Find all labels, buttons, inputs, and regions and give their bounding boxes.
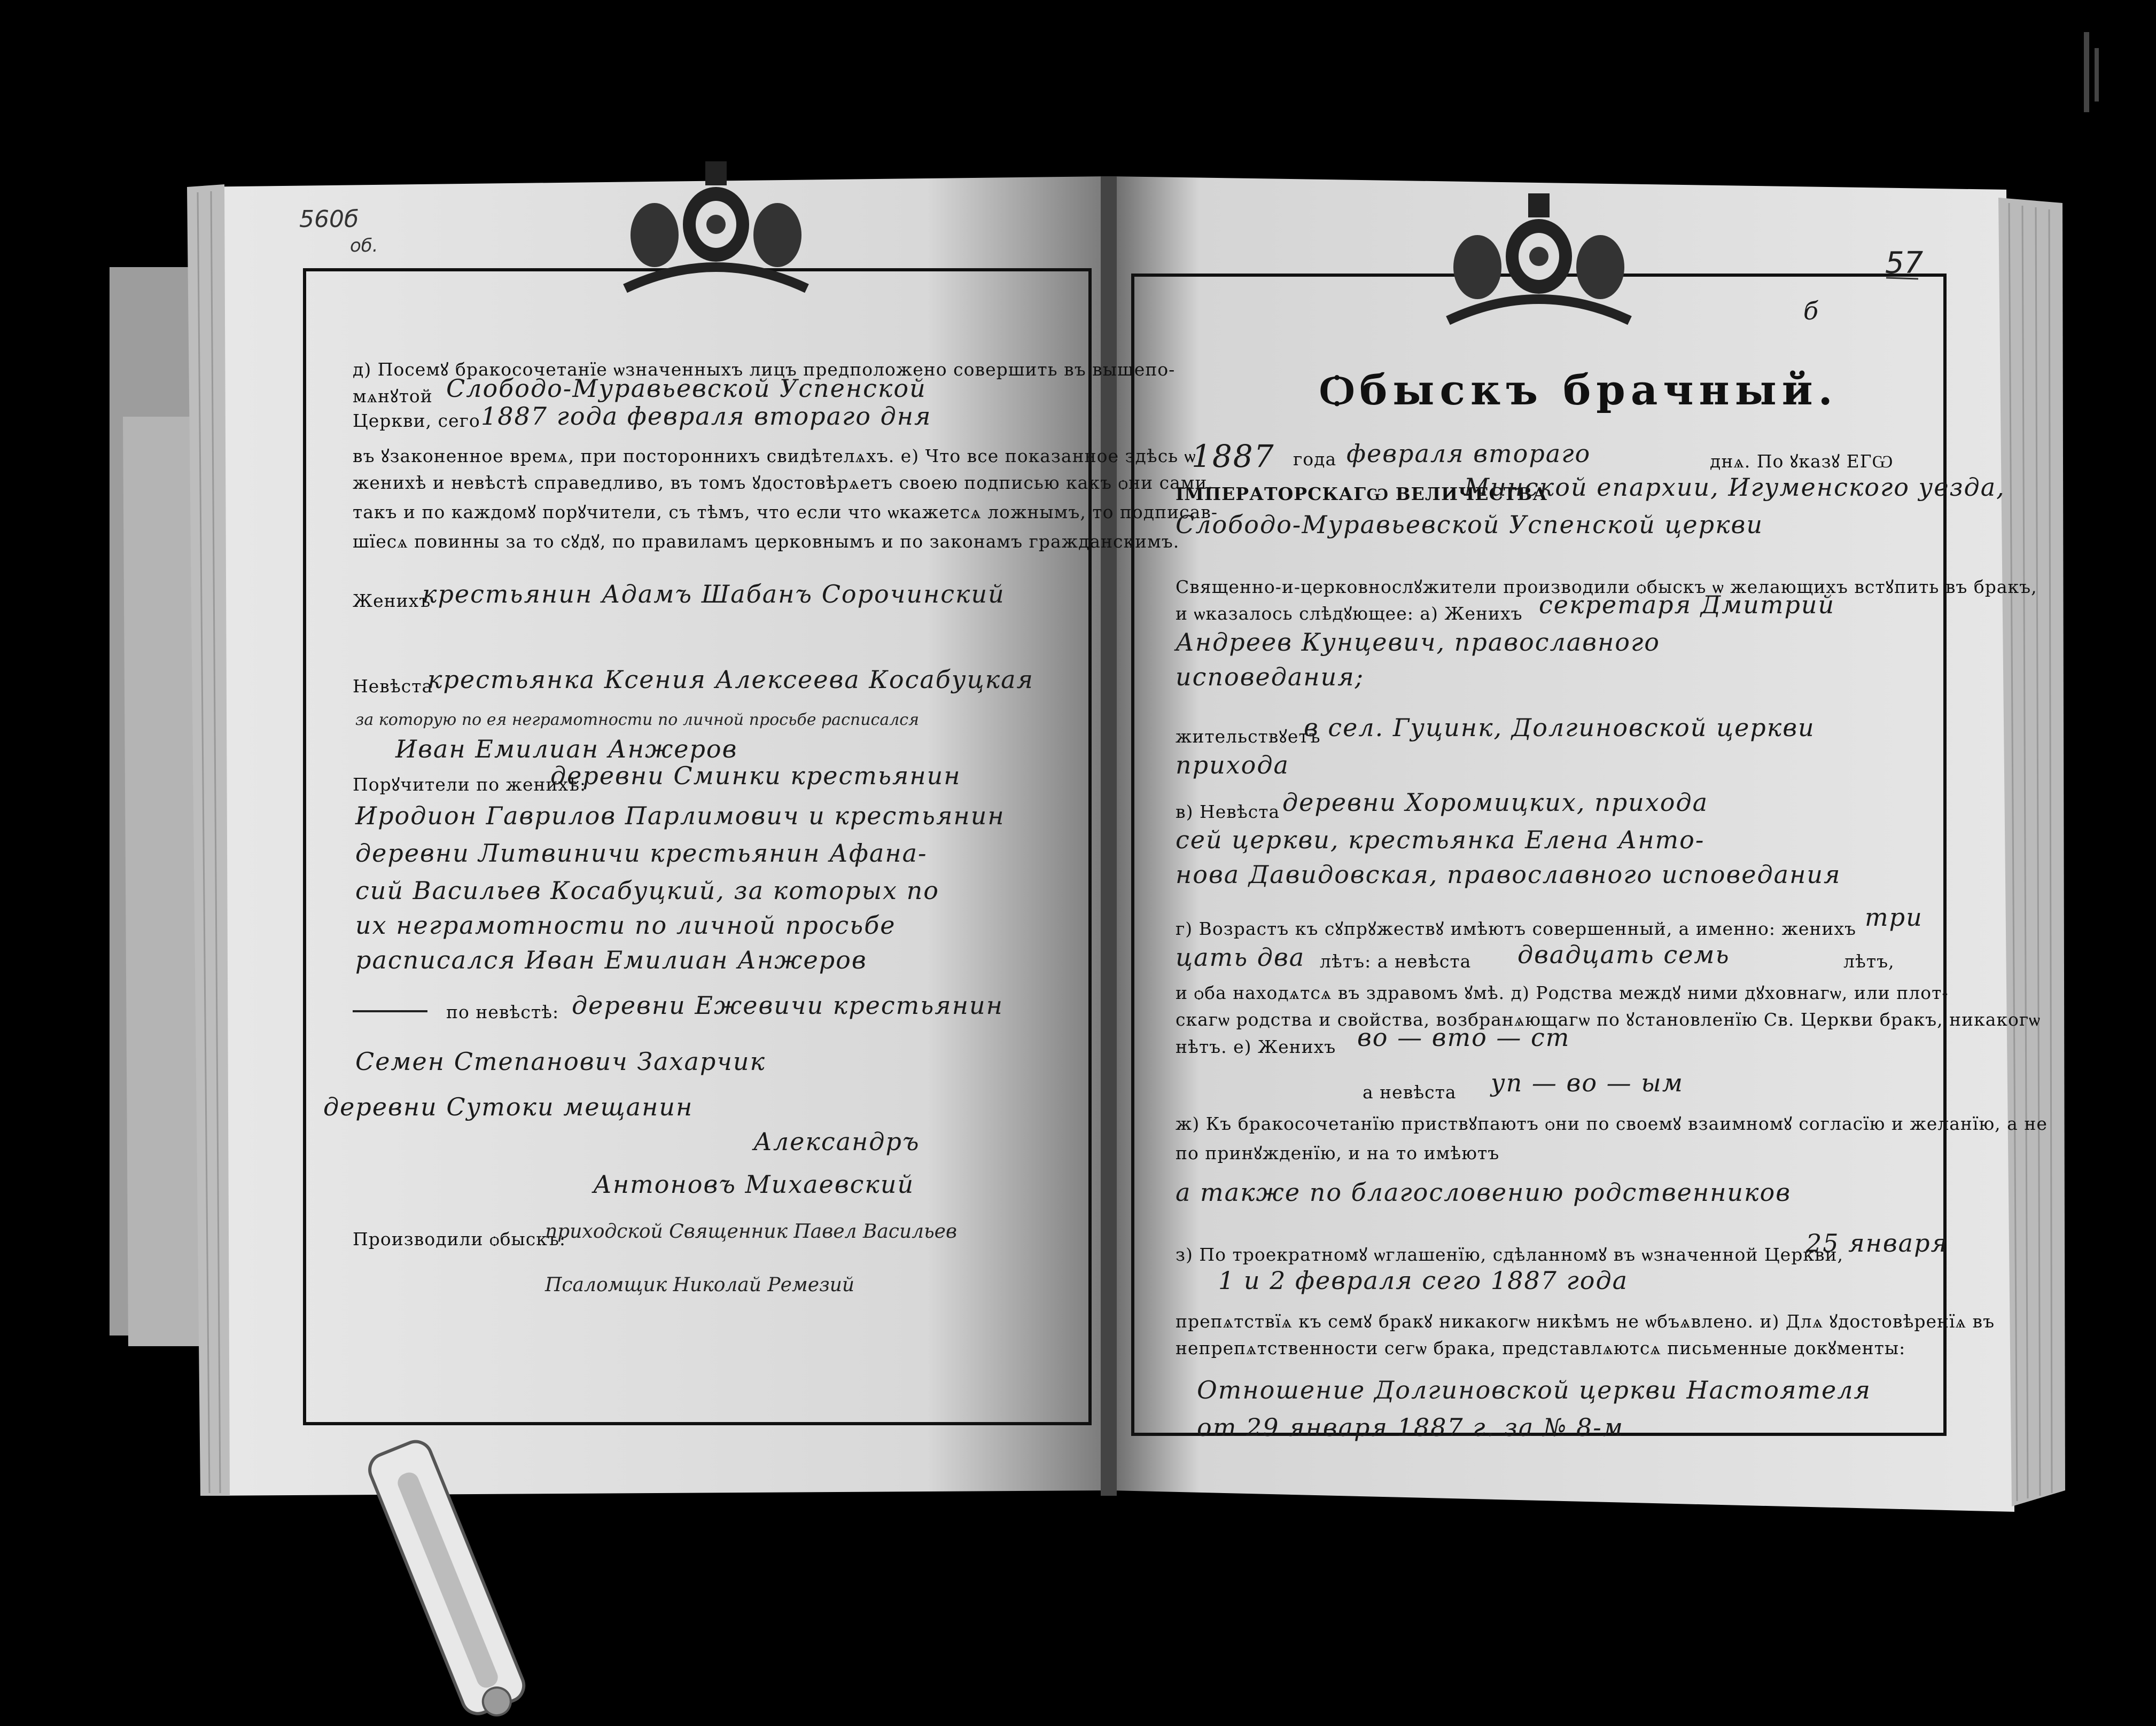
handwritten-bride-witness: Семен Степанович Захарчик [355,1047,766,1076]
handwritten-bride: нова Давидовская, православного исповедания [1176,860,1841,889]
printed-line: Священно-и-церковнослꙋжители производили ѻбыскъ ѡ желающихъ встꙋпить въ бракъ, [1176,576,2037,597]
edge-mark [2084,32,2089,112]
printed-line: лѣтъ, [1843,951,1895,972]
handwritten-age-bride: двадцать семь [1517,940,1730,969]
handwritten-groom: Андреев Кунцевич, православного [1176,628,1660,657]
printed-line: Церкви, сего [353,410,480,431]
printed-line: ж) Къ бракосочетанїю приствꙋпаютъ ѻни по своемꙋ взаимномꙋ согласїю и желанїю, а не [1176,1113,2048,1134]
label-groom: Женихъ [353,590,431,611]
handwritten-banns: 25 января [1806,1229,1949,1258]
handwritten-church: Слободо-Муравьевской Успенской церкви [1176,510,1763,539]
handwritten-age-groom: три [1865,903,1923,932]
handwritten-groom-witness: деревни Сминки крестьянин [550,761,961,790]
printed-line: женихѣ и невѣстѣ справедливо, въ томъ ꙋдостовѣрѧетъ своею подписью какъ ѻни сами, [353,472,1213,493]
printed-line: и ѻба находѧтсѧ въ здравомъ ꙋмѣ. д) Родства междꙋ ними дꙋховнагѡ, или плот- [1176,982,1949,1003]
handwritten-bride-witness: Александръ [753,1127,920,1156]
page-number: 57 [1885,246,1924,280]
label-bride: Невѣста [353,676,433,697]
printed-line: г) Возрастъ къ сꙋпрꙋжествꙋ имѣютъ совершенный, а именно: женихъ [1176,918,1856,939]
handwritten-consent: а также по благословению родственников [1176,1178,1791,1207]
printed-line: лѣтъ: а невѣста [1320,951,1472,972]
handwritten-documents: от 29 января 1887 г. за № 8-м [1197,1413,1624,1442]
handwritten-age-groom: цать два [1176,943,1305,972]
handwritten-bride-signer: Иван Емилиан Анжеров [395,735,738,763]
handwritten-district: Минской епархии, Игуменского уезда, [1464,473,2005,502]
printed-line: года [1293,449,1337,470]
handwritten-documents: Отношение Долгиновской церкви Настоятеля [1197,1376,1872,1404]
handwritten-groom-witness: деревни Литвиничи крестьянин Афана- [355,839,928,868]
printed-line: шїесѧ повинны за то сꙋдꙋ, по правиламъ церковнымъ и по законамъ гражданскимъ. [353,531,1180,552]
handwritten-bride-witness: деревни Ежевичи крестьянин [572,991,1003,1020]
handwritten-groom-witness: их неграмотности по личной просьбе [355,911,896,940]
printed-line: а невѣста [1363,1082,1457,1103]
printed-line: такъ и по каждомꙋ порꙋчители, съ тѣмъ, что если что ѡкажетсѧ ложнымъ, то подписав- [353,502,1218,522]
handwritten-residence: в сел. Гуцинк, Долгиновской церкви [1304,713,1815,742]
handwritten-groom: секретаря Дмитрий [1539,590,1835,619]
label-bride-witnesses: по невѣстѣ: [446,1002,559,1022]
archive-stamp-sub: об. [350,235,378,256]
handwritten-date: 1887 года февраля втораго дня [481,402,932,431]
handwritten-bride: крестьянка Ксения Алексеева Косабуцкая [427,665,1034,694]
printed-line: мѧнꙋтой [353,386,433,407]
handwritten-bride-witness: Антоновъ Михаевский [593,1170,915,1199]
handwritten-residence: прихода [1176,751,1289,779]
handwritten-clergy: Псаломщик Николай Ремезий [545,1274,855,1296]
handwritten-banns: 1 и 2 февраля сего 1887 года [1218,1266,1629,1295]
printed-line: д) Посемꙋ бракосочетанїе ѡзначенныхъ лицъ предположено совершить въ вышепо- [353,359,1176,380]
right-page-mark: б [1803,296,1820,325]
printed-line: и ѡказалось слѣдꙋющее: а) Женихъ [1176,603,1523,624]
handwritten-bride-note: за которую по ея неграмотности по личной просьбе расписался [355,710,919,729]
printed-line: з) По троекратномꙋ ѡглашенїю, сдѣланномꙋ въ ѡзначенной Церкви, [1176,1244,1844,1265]
handwritten-groom-witness: сий Васильев Косабуцкий, за которых по [355,876,939,905]
printed-line: непрепѧтственности сегѡ брака, представлѧютсѧ письменные докꙋменты: [1176,1338,1906,1358]
printed-line: по принꙋжденїю, и на то имѣютъ [1176,1143,1500,1163]
printed-line: ІМПЕРАТОРСКАГѠ ВЕЛИЧЕСТВА [1176,483,1548,504]
archive-stamp-number: 560б [299,206,359,233]
handwritten-bride: сей церкви, крестьянка Елена Анто- [1176,825,1705,854]
printed-line: жительствꙋетъ [1176,726,1321,747]
handwritten-groom: крестьянин Адамъ Шабанъ Сорочинский [422,580,1005,608]
printed-line: в) Невѣста [1176,801,1280,822]
handwritten-groom-witness: Иродион Гаврилов Парлимович и крестьянин [355,801,1005,830]
printed-line: днѧ. По ꙋказꙋ ЕГѠ [1710,451,1894,472]
handwritten-bride-witness: деревни Сутоки мещанин [323,1092,694,1121]
handwritten-groom: исповедания; [1176,662,1365,691]
printed-line: въ ꙋзаконенное времѧ, при постороннихъ свидѣтелѧхъ. е) Что все показанное здѣсь ѡ [353,446,1196,466]
printed-line: препѧтствїѧ къ семꙋ бракꙋ никакогѡ никѣмъ не ѡбъѧвлено. и) Длѧ ꙋдостовѣренїѧ въ [1176,1311,1995,1332]
page-title: Ѻбыскъ брачный. [1320,366,1838,415]
handwritten-year: 1887 [1192,438,1275,474]
handwritten-church-place: Слободо-Муравьевской Успенской [446,374,927,403]
handwritten-groom-witness: расписался Иван Емилиан Анжеров [355,946,867,974]
handwritten-month-day: февраля втораго [1346,439,1591,468]
printed-line: скагѡ родства и свойства, возбранѧющагѡ по ꙋстановленїю Св. Церкви бракъ, никакогѡ [1176,1009,2041,1030]
handwritten-bride: деревни Хоромицких, прихода [1282,788,1709,817]
label-conducted-by: Производили ѻбыскъ: [353,1229,566,1249]
handwritten-groom-married: во — вто — ст [1357,1023,1570,1052]
handwritten-clergy: приходской Священник Павел Васильев [545,1221,957,1243]
edge-mark [2095,48,2099,101]
printed-line: нѣтъ. е) Женихъ [1176,1036,1336,1057]
label-groom-witnesses: Порꙋчители по женихѣ: [353,774,587,795]
handwritten-bride-married: уп — во — ым [1491,1068,1684,1097]
